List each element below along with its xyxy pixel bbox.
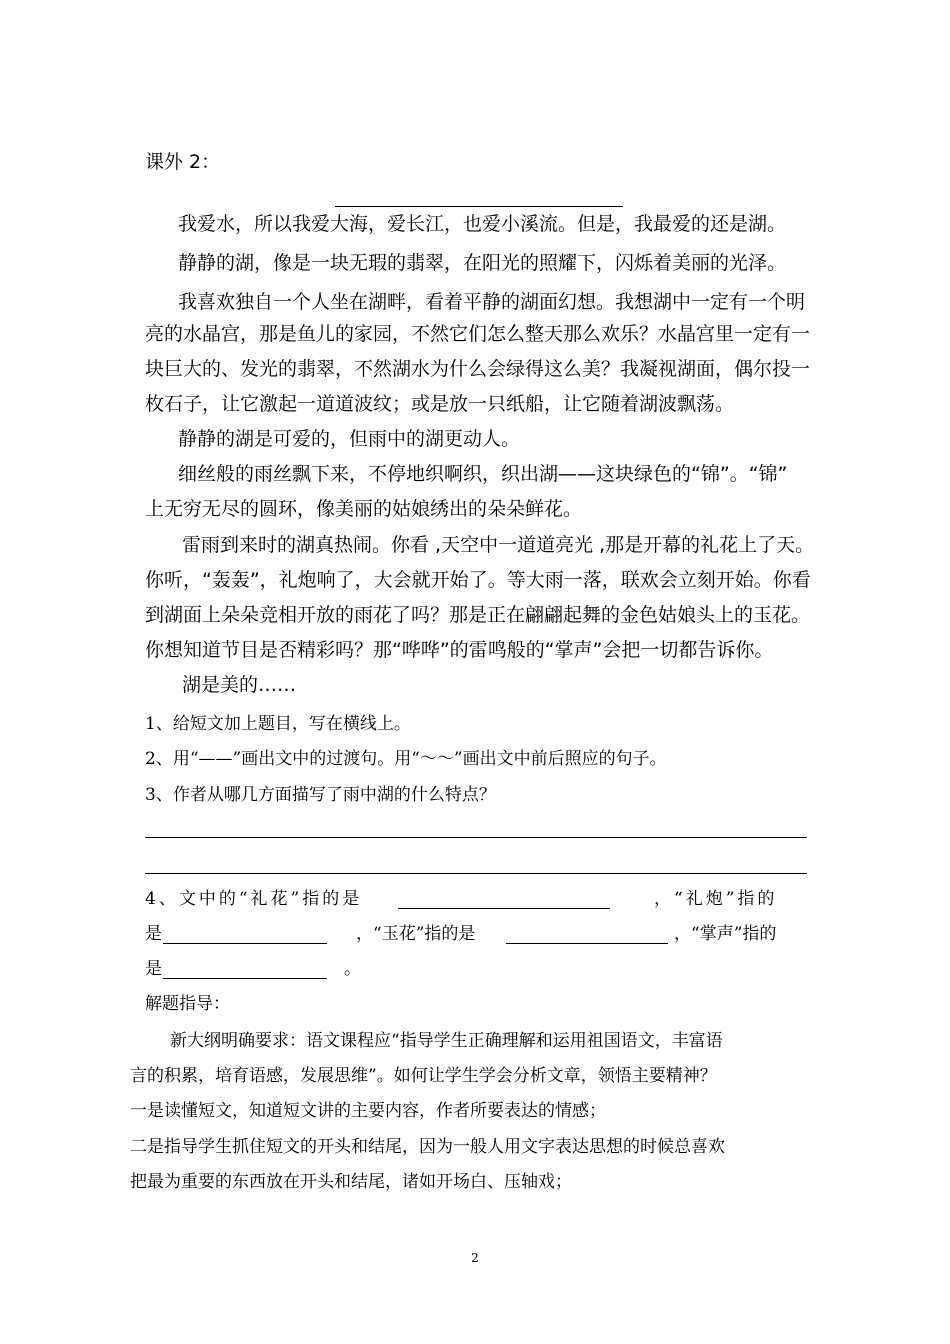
passage-line: 细丝般的雨丝飘下来，不停地织啊织，织出湖——这块绿色的“锦”。“锦” xyxy=(178,463,788,485)
guide-line: 二是指导学生抓住短文的开头和结尾，因为一般人用文字表达思想的时候总喜欢 xyxy=(130,1137,725,1157)
question-4-part7: 。 xyxy=(344,959,361,979)
passage-line: 到湖面上朵朵竞相开放的雨花了吗？那是正在翩翩起舞的金色姑娘头上的玉花。 xyxy=(145,604,811,626)
passage-line: 湖是美的…… xyxy=(182,674,297,696)
title-blank xyxy=(335,206,623,207)
passage-line: 静静的湖，像是一块无瑕的翡翠，在阳光的照耀下，闪烁着美丽的光泽。 xyxy=(178,252,787,274)
passage-line: 你听，“轰轰”，礼炮响了，大会就开始了。等大雨一落，联欢会立刻开始。你看 xyxy=(145,569,811,591)
question-4-part5: ，“掌声”指的 xyxy=(674,924,777,944)
question-2: 2、用“——”画出文中的过渡句。用“～～”画出文中前后照应的句子。 xyxy=(145,749,667,769)
page-number: 2 xyxy=(471,1251,479,1265)
section-heading: 课外 2： xyxy=(145,151,221,173)
fill-blank xyxy=(398,890,610,909)
question-4-part6: 是 xyxy=(145,959,162,979)
question-4-part3: 是 xyxy=(145,924,162,944)
passage-line: 枚石子，让它激起一道道波纹；或是放一只纸船，让它随着湖波飘荡。 xyxy=(145,393,735,415)
guide-line: 把最为重要的东西放在开头和结尾，诸如开场白、压轴戏； xyxy=(130,1172,572,1192)
answer-line xyxy=(145,873,807,874)
passage-line: 你想知道节目是否精彩吗？那“哗哗”的雷鸣般的“掌声”会把一切都告诉你。 xyxy=(145,639,774,661)
question-3: 3、作者从哪几方面描写了雨中湖的什么特点？ xyxy=(145,785,496,805)
passage-line: 亮的水晶宫，那是鱼儿的家园，不然它们怎么整天那么欢乐？水晶宫里一定有一 xyxy=(145,323,811,345)
passage-line: 上无穷无尽的圆环，像美丽的姑娘绣出的朵朵鲜花。 xyxy=(145,498,583,520)
passage-line: 我喜欢独自一个人坐在湖畔，看着平静的湖面幻想。我想湖中一定有一个明 xyxy=(178,291,806,313)
question-1: 1、给短文加上题目，写在横线上。 xyxy=(145,714,411,734)
fill-blank xyxy=(163,925,327,944)
passage-line: 静静的湖是可爱的，但雨中的湖更动人。 xyxy=(178,428,521,450)
question-4-part2: ，“礼炮”指的 xyxy=(654,889,778,909)
passage-line: 雷雨到来时的湖真热闹。你看 ,天空中一道道亮光 ,那是开幕的礼花上了天。 xyxy=(182,534,815,556)
guide-line: 新大纲明确要求：语文课程应“指导学生正确理解和运用祖国语文，丰富语 xyxy=(170,1031,723,1051)
question-4-part4: ，“玉花”指的是 xyxy=(356,924,476,944)
passage-line: 块巨大的、发光的翡翠，不然湖水为什么会绿得这么美？我凝视湖面，偶尔投一 xyxy=(145,358,811,380)
passage-line: 我爱水，所以我爱大海，爱长江，也爱小溪流。但是，我最爱的还是湖。 xyxy=(178,213,787,235)
answer-line xyxy=(145,837,807,838)
question-4-part1: 4、文中的“礼花”指的是 xyxy=(145,889,363,909)
guide-line: 言的积累，培育语感，发展思维”。如何让学生学会分析文章，领悟主要精神？ xyxy=(130,1066,717,1086)
fill-blank xyxy=(163,960,327,979)
guide-line: 一是读懂短文，知道短文讲的主要内容，作者所要表达的情感； xyxy=(130,1101,606,1121)
guide-title: 解题指导： xyxy=(145,994,230,1014)
fill-blank xyxy=(506,925,668,944)
